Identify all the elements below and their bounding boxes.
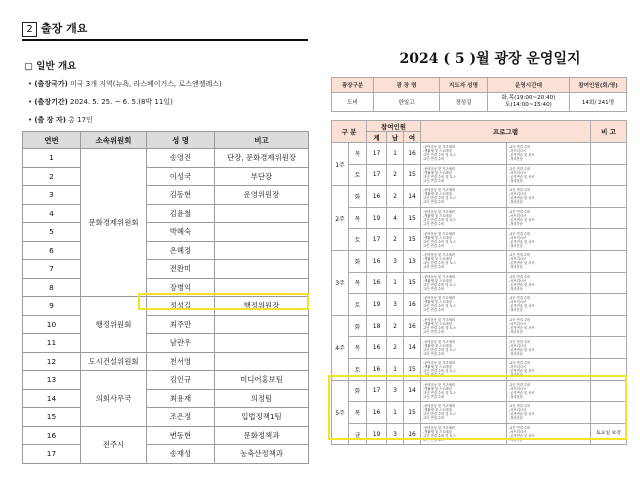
cell-male: 3 bbox=[387, 294, 404, 316]
col-header-note: 비 고 bbox=[591, 121, 627, 143]
col-header-committee: 소속위원회 bbox=[81, 132, 147, 149]
cell-total: 19 bbox=[367, 294, 387, 316]
cell-name: 온혜정 bbox=[147, 241, 215, 260]
cell-female: 14 bbox=[404, 186, 421, 208]
cell-note bbox=[215, 204, 309, 223]
table-row bbox=[332, 337, 627, 359]
program-text: -준비운동 및 기초체력 -생활체 및 스트레칭 -2인 연결 수비 및 토스 -2인 연결 수비 bbox=[423, 318, 456, 335]
cell-day: 목 bbox=[349, 337, 367, 359]
cell-program-a bbox=[421, 143, 507, 165]
program-text: -2인 연결 수비 -서브리시브 -공격연습 및 서브 -정리운동 bbox=[509, 339, 535, 356]
cell-committee: 도시건설위원회 bbox=[81, 352, 147, 371]
cell-name: 김인규 bbox=[147, 371, 215, 390]
cell-note bbox=[591, 294, 627, 316]
cell-program-b bbox=[507, 380, 591, 402]
cell-male: 2 bbox=[387, 337, 404, 359]
overview-item-persons: • (출 장 자) 총 17인 bbox=[28, 116, 93, 124]
table-row bbox=[332, 380, 627, 402]
cell-note bbox=[591, 186, 627, 208]
cell-day: 목 bbox=[349, 402, 367, 424]
section-heading bbox=[22, 22, 308, 41]
cell-program-a bbox=[421, 337, 507, 359]
cell-female: 14 bbox=[404, 380, 421, 402]
cell-male: 1 bbox=[387, 143, 404, 165]
cell-program-a bbox=[421, 164, 507, 186]
cell-male: 3 bbox=[387, 380, 404, 402]
info-cell: 정성길 bbox=[440, 93, 488, 112]
program-text: -준비운동 및 기초체력 -생활체 및 스트레칭 -2인 연결 수비 및 토스 -2인 연결 수비 bbox=[423, 231, 456, 248]
cell-note bbox=[591, 143, 627, 165]
program-text: -준비운동 및 기초체력 -생활체 및 스트레칭 -2인 연결 수비 및 토스 -2인 연결 수비 bbox=[423, 296, 456, 313]
cell-number: 6 bbox=[23, 241, 81, 260]
cell-female: 15 bbox=[404, 207, 421, 229]
cell-day: 목 bbox=[349, 143, 367, 165]
cell-day: 목 bbox=[349, 207, 367, 229]
cell-number: 11 bbox=[23, 334, 81, 353]
info-cell: 14회/ 241명 bbox=[570, 93, 627, 112]
cell-total: 17 bbox=[367, 380, 387, 402]
cell-number: 4 bbox=[23, 204, 81, 223]
program-text: -준비운동 및 기초체력 -생활체 및 스트레칭 -2인 연결 수비 및 토스 -2인 연결 수비 bbox=[423, 166, 456, 183]
cell-note bbox=[591, 337, 627, 359]
cell-male: 2 bbox=[387, 229, 404, 251]
table-row bbox=[332, 207, 627, 229]
program-text: -2인 연결 수비 -서브리시브 -공격연습 및 서브 -정리운동 bbox=[509, 188, 535, 205]
cell-number: 1 bbox=[23, 149, 81, 168]
cell-total: 17 bbox=[367, 164, 387, 186]
cell-number: 3 bbox=[23, 186, 81, 205]
program-text: -2인 연결 수비 -서브리시브 -공격연습 및 서브 -정리운동 bbox=[509, 361, 535, 378]
cell-female: 16 bbox=[404, 315, 421, 337]
cell-note bbox=[591, 380, 627, 402]
table-row bbox=[23, 389, 309, 408]
cell-total: 16 bbox=[367, 402, 387, 424]
cell-total: 16 bbox=[367, 337, 387, 359]
cell-program-a bbox=[421, 402, 507, 424]
cell-number: 15 bbox=[23, 408, 81, 427]
overview-label: (출장기간) bbox=[34, 98, 68, 106]
table-row bbox=[332, 402, 627, 424]
cell-male: 1 bbox=[387, 272, 404, 294]
table-row bbox=[332, 272, 627, 294]
cell-note bbox=[215, 352, 309, 371]
time-weekday: 화,목(19:00~20:40) bbox=[501, 95, 556, 101]
cell-total: 19 bbox=[367, 207, 387, 229]
cell-female: 16 bbox=[404, 423, 421, 445]
cell-program-a bbox=[421, 423, 507, 445]
cell-male: 3 bbox=[387, 423, 404, 445]
table-row bbox=[23, 223, 309, 242]
col-header-program: 프로그램 bbox=[421, 121, 591, 143]
cell-program-b bbox=[507, 337, 591, 359]
cell-week: 4주 bbox=[332, 315, 349, 380]
table-row bbox=[23, 352, 309, 371]
table-row bbox=[23, 204, 309, 223]
cell-male: 1 bbox=[387, 402, 404, 424]
program-text: -준비운동 및 기초체력 -생활체 및 스트레칭 -2인 연결 수비 및 토스 -2인 연결 수비 bbox=[423, 404, 456, 421]
cell-note bbox=[215, 223, 309, 242]
cell-note bbox=[215, 315, 309, 334]
cell-note: 농축산정책과 bbox=[215, 445, 309, 464]
cell-male: 2 bbox=[387, 186, 404, 208]
cell-program-b bbox=[507, 272, 591, 294]
cell-program-a bbox=[421, 358, 507, 380]
time-saturday: 토(14:00~15:40) bbox=[505, 102, 552, 108]
cell-male: 4 bbox=[387, 207, 404, 229]
cell-number: 5 bbox=[23, 223, 81, 242]
program-text: -준비운동 및 기초체력 -생활체 및 스트레칭 -2인 연결 수비 및 토스 -2인 연결 수비 bbox=[423, 145, 456, 162]
cell-name: 송재성 bbox=[147, 445, 215, 464]
table-row bbox=[23, 186, 309, 205]
program-text: -2인 연결 수비 -서브리시브 -공격연습 및 서브 -정리운동 bbox=[509, 253, 535, 270]
program-text: -준비운동 및 기초체력 -생활체 및 스트레칭 -2인 연결 수비 및 토스 -2인 연결 수비 bbox=[423, 339, 456, 356]
cell-program-b bbox=[507, 250, 591, 272]
cell-name: 김동현 bbox=[147, 186, 215, 205]
cell-name: 장병익 bbox=[147, 278, 215, 297]
table-row bbox=[23, 408, 309, 427]
cell-note bbox=[215, 260, 309, 279]
table-row bbox=[23, 278, 309, 297]
program-text: -2인 연결 수비 -서브리시브 -공격연습 및 서브 -정리운동 bbox=[509, 274, 535, 291]
cell-note bbox=[591, 250, 627, 272]
program-text: -준비운동 및 기초체력 -생활체 및 스트레칭 -2인 연결 수비 및 토스 -2인 연결 수비 bbox=[423, 426, 456, 443]
cell-female: 13 bbox=[404, 250, 421, 272]
cell-note: 의정팀 bbox=[215, 389, 309, 408]
cell-total: 16 bbox=[367, 186, 387, 208]
program-text: -준비운동 및 기초체력 -생활체 및 스트레칭 -2인 연결 수비 및 토스 -2인 연결 수비 bbox=[423, 361, 456, 378]
cell-program-b bbox=[507, 402, 591, 424]
cell-program-a bbox=[421, 250, 507, 272]
operation-log-table bbox=[331, 120, 627, 445]
overview-item-period: • (출장기간) 2024. 5. 25. ~ 6. 5.(8박 11일) bbox=[28, 98, 173, 106]
table-row bbox=[332, 229, 627, 251]
cell-male: 2 bbox=[387, 164, 404, 186]
cell-number: 13 bbox=[23, 371, 81, 390]
program-text: -2인 연결 수비 -서브리시브 -공격연습 및 서브 -정리운동 bbox=[509, 210, 535, 227]
cell-program-b bbox=[507, 315, 591, 337]
overview-text: 미국 3개 지역(뉴욕, 라스베이거스, 로스앤젤레스) bbox=[67, 80, 222, 88]
cell-day: 화 bbox=[349, 315, 367, 337]
cell-name: 최용재 bbox=[147, 389, 215, 408]
table-row bbox=[23, 426, 309, 445]
info-cell: 도비 bbox=[332, 93, 374, 112]
col-header-number: 연번 bbox=[23, 132, 81, 149]
cell-number: 12 bbox=[23, 352, 81, 371]
program-text: -2인 연결 수비 -서브리시브 -공격연습 및 서브 -정리운동 bbox=[509, 404, 535, 421]
cell-female: 15 bbox=[404, 272, 421, 294]
table-row bbox=[332, 315, 627, 337]
overview-label: (출 장 자) bbox=[34, 116, 66, 124]
cell-program-b bbox=[507, 186, 591, 208]
col-header-total: 계 bbox=[367, 132, 387, 143]
table-row bbox=[23, 445, 309, 464]
cell-committee: 의회사무국 bbox=[81, 371, 147, 427]
cell-week: 3주 bbox=[332, 250, 349, 315]
cell-program-b bbox=[507, 358, 591, 380]
program-text: -2인 연결 수비 -서브리시브 -공격연습 및 서브 -정리운동 bbox=[509, 166, 535, 183]
cell-note: 행정위원장 bbox=[215, 297, 309, 316]
cell-program-a bbox=[421, 186, 507, 208]
info-header: 참여인원(회/명) bbox=[570, 78, 627, 93]
cell-name: 천서영 bbox=[147, 352, 215, 371]
cell-day: 화 bbox=[349, 380, 367, 402]
table-row bbox=[23, 297, 309, 316]
cell-program-a bbox=[421, 272, 507, 294]
overview-heading: ▢ 일반 개요 bbox=[24, 61, 77, 72]
cell-number: 14 bbox=[23, 389, 81, 408]
info-header: 운영시간대 bbox=[488, 78, 570, 93]
cell-day: 토 bbox=[349, 294, 367, 316]
cell-male: 1 bbox=[387, 358, 404, 380]
cell-total: 17 bbox=[367, 143, 387, 165]
table-row bbox=[332, 358, 627, 380]
program-text: -2인 연결 수비 -서브리시브 -공격연습 및 서브 -정리운동 bbox=[509, 296, 535, 313]
cell-day: 화 bbox=[349, 250, 367, 272]
cell-number: 17 bbox=[23, 445, 81, 464]
info-cell: 한일고 bbox=[374, 93, 440, 112]
section-title: 출장 개요 bbox=[41, 22, 88, 35]
cell-note bbox=[591, 358, 627, 380]
table-row bbox=[332, 164, 627, 186]
cell-day: 토 bbox=[349, 358, 367, 380]
cell-note bbox=[591, 207, 627, 229]
cell-note: 운영위원장 bbox=[215, 186, 309, 205]
table-row bbox=[332, 186, 627, 208]
cell-total: 18 bbox=[367, 315, 387, 337]
cell-number: 10 bbox=[23, 315, 81, 334]
log-title: 2024 ( 5 )월 광장 운영일지 bbox=[399, 51, 581, 67]
cell-name: 이성국 bbox=[147, 167, 215, 186]
cell-note: 단장, 문화경제위원장 bbox=[215, 149, 309, 168]
table-row bbox=[332, 250, 627, 272]
cell-note bbox=[591, 164, 627, 186]
cell-female: 15 bbox=[404, 358, 421, 380]
cell-program-a bbox=[421, 315, 507, 337]
program-text: -2인 연결 수비 -서브리시브 -공격연습 및 서브 -정리운동 bbox=[509, 382, 535, 399]
cell-total: 16 bbox=[367, 358, 387, 380]
cell-number: 8 bbox=[23, 278, 81, 297]
cell-day: 화 bbox=[349, 186, 367, 208]
cell-total: 16 bbox=[367, 272, 387, 294]
cell-note: 부단장 bbox=[215, 167, 309, 186]
info-header: 지도자 성명 bbox=[440, 78, 488, 93]
cell-program-b bbox=[507, 229, 591, 251]
program-text: -2인 연결 수비 -서브리시브 -공격연습 및 서브 -정리운동 bbox=[509, 145, 535, 162]
plaza-info-table bbox=[331, 77, 627, 112]
cell-number: 2 bbox=[23, 167, 81, 186]
cell-number: 7 bbox=[23, 260, 81, 279]
overview-item-country: • (출장국가) 미국 3개 지역(뉴욕, 라스베이거스, 로스앤젤레스) bbox=[28, 80, 222, 88]
table-row bbox=[23, 260, 309, 279]
col-header-note: 비고 bbox=[215, 132, 309, 149]
cell-week: 1주 bbox=[332, 143, 349, 186]
overview-text: 2024. 5. 25. ~ 6. 5.(8박 11일) bbox=[67, 98, 173, 106]
cell-female: 16 bbox=[404, 143, 421, 165]
cell-week: 2주 bbox=[332, 186, 349, 251]
cell-program-b bbox=[507, 143, 591, 165]
cell-number: 16 bbox=[23, 426, 81, 445]
member-table bbox=[22, 131, 309, 464]
cell-male: 2 bbox=[387, 315, 404, 337]
col-header-participants: 참여인원 bbox=[367, 121, 421, 132]
table-row bbox=[23, 149, 309, 168]
cell-note bbox=[215, 334, 309, 353]
table-row bbox=[332, 294, 627, 316]
col-header-female: 여 bbox=[404, 132, 421, 143]
program-text: -2인 연결 수비 -서브리시브 -공격연습 및 서브 -정리운동 bbox=[509, 231, 535, 248]
cell-name: 남관우 bbox=[147, 334, 215, 353]
col-header-male: 남 bbox=[387, 132, 404, 143]
overview-label: (출장국가) bbox=[34, 80, 68, 88]
cell-female: 15 bbox=[404, 402, 421, 424]
cell-program-a bbox=[421, 294, 507, 316]
cell-male: 3 bbox=[387, 250, 404, 272]
cell-female: 16 bbox=[404, 294, 421, 316]
cell-note: 토요일 보강 bbox=[591, 423, 627, 445]
cell-total: 16 bbox=[367, 250, 387, 272]
table-row bbox=[23, 334, 309, 353]
col-header-name: 성 명 bbox=[147, 132, 215, 149]
program-text: -준비운동 및 기초체력 -생활체 및 스트레칭 -2인 연결 수비 및 토스 -2인 연결 수비 bbox=[423, 210, 456, 227]
cell-note bbox=[215, 241, 309, 260]
cell-name: 조은정 bbox=[147, 408, 215, 427]
cell-program-b bbox=[507, 294, 591, 316]
cell-name: 최주만 bbox=[147, 315, 215, 334]
cell-program-a bbox=[421, 229, 507, 251]
program-text: -2인 연결 수비 -서브리시브 -공격연습 및 서브 -정리운동 bbox=[509, 426, 535, 443]
cell-note: 입법정책1팀 bbox=[215, 408, 309, 427]
program-text: -2인 연결 수비 -서브리시브 -공격연습 및 서브 -정리운동 bbox=[509, 318, 535, 335]
cell-name: 정성길 bbox=[147, 297, 215, 316]
table-row bbox=[23, 241, 309, 260]
cell-day: 금 bbox=[349, 423, 367, 445]
cell-name: 송영진 bbox=[147, 149, 215, 168]
cell-week: 5주 bbox=[332, 380, 349, 445]
cell-program-b bbox=[507, 207, 591, 229]
cell-note bbox=[591, 402, 627, 424]
info-header: 광장구분 bbox=[332, 78, 374, 93]
cell-name: 변동현 bbox=[147, 426, 215, 445]
cell-committee: 문화경제위원회 bbox=[81, 149, 147, 297]
table-row bbox=[332, 93, 627, 112]
cell-total: 19 bbox=[367, 423, 387, 445]
info-header: 광 장 명 bbox=[374, 78, 440, 93]
cell-name: 김윤철 bbox=[147, 204, 215, 223]
info-cell-time bbox=[488, 93, 570, 112]
cell-day: 목 bbox=[349, 272, 367, 294]
cell-program-a bbox=[421, 207, 507, 229]
cell-note bbox=[591, 229, 627, 251]
table-row bbox=[332, 423, 627, 445]
overview-text: 총 17인 bbox=[65, 116, 93, 124]
program-text: -준비운동 및 기초체력 -생활체 및 스트레칭 -2인 연결 수비 및 토스 -2인 연결 수비 bbox=[423, 274, 456, 291]
section-number: 2 bbox=[22, 22, 37, 37]
program-text: -준비운동 및 기초체력 -생활체 및 스트레칭 -2인 연결 수비 및 토스 -2인 연결 수비 bbox=[423, 382, 456, 399]
cell-note bbox=[591, 315, 627, 337]
cell-name: 전완미 bbox=[147, 260, 215, 279]
table-row bbox=[23, 315, 309, 334]
cell-name: 박혜숙 bbox=[147, 223, 215, 242]
cell-program-b bbox=[507, 423, 591, 445]
cell-note bbox=[591, 272, 627, 294]
cell-day: 토 bbox=[349, 229, 367, 251]
table-row bbox=[332, 143, 627, 165]
cell-female: 14 bbox=[404, 337, 421, 359]
cell-note: 미디어홍보팀 bbox=[215, 371, 309, 390]
cell-program-a bbox=[421, 380, 507, 402]
cell-total: 17 bbox=[367, 229, 387, 251]
cell-program-b bbox=[507, 164, 591, 186]
cell-female: 15 bbox=[404, 164, 421, 186]
program-text: -준비운동 및 기초체력 -생활체 및 스트레칭 -2인 연결 수비 및 토스 -2인 연결 수비 bbox=[423, 188, 456, 205]
cell-committee: 전주시 bbox=[81, 426, 147, 463]
program-text: -준비운동 및 기초체력 -생활체 및 스트레칭 -2인 연결 수비 및 토스 -2인 연결 수비 bbox=[423, 253, 456, 270]
table-row bbox=[23, 371, 309, 390]
cell-day: 토 bbox=[349, 164, 367, 186]
cell-note: 문화정책과 bbox=[215, 426, 309, 445]
cell-number: 9 bbox=[23, 297, 81, 316]
cell-note bbox=[215, 278, 309, 297]
table-row bbox=[23, 167, 309, 186]
cell-committee: 행정위원회 bbox=[81, 297, 147, 353]
col-header-gu: 구 분 bbox=[332, 121, 367, 143]
cell-female: 15 bbox=[404, 229, 421, 251]
